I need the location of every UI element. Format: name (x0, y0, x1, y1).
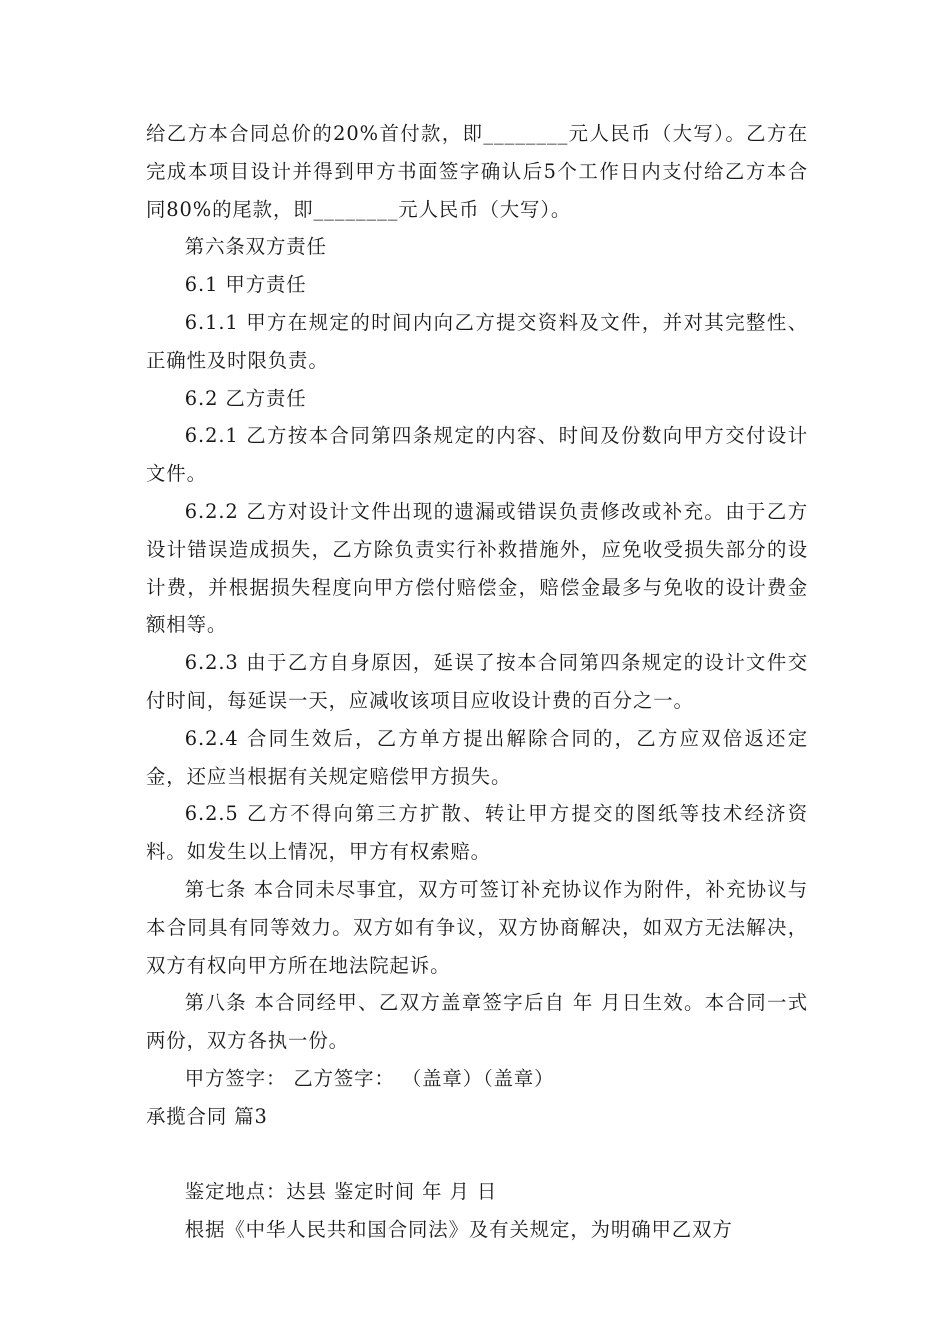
heading-party-b-duties: 6.2 乙方责任 (184, 386, 307, 410)
blank-line (146, 1136, 808, 1174)
article-seven: 第七条 本合同未尽事宜，双方可签订补充协议作为附件，补充协议与本合同具有同等效力。双方如有争议，双方协商解决，如双方无法解决，双方有权向甲方所在地法院起诉。 (146, 877, 808, 977)
paragraph-payment-terms: 给乙方本合同总价的20%首付款，即________元人民币（大写）。乙方在完成本项目设计并得到甲方书面签字确认后5个工作日内支付给乙方本合同80%的尾款，即________元人民币（大写）。 (146, 122, 808, 221)
clause-6-2-4: 6.2.4 合同生效后，乙方单方提出解除合同的，乙方应双倍返还定金，还应当根据有关规定赔偿甲方损失。 (146, 726, 808, 788)
clause-6-2-1: 6.2.1 乙方按本合同第四条规定的内容、时间及份数向甲方交付设计文件。 (146, 424, 808, 486)
clause-6-2-2: 6.2.2 乙方对设计文件出现的遗漏或错误负责修改或补充。由于乙方设计错误造成损失，乙方除负责实行补救措施外，应免收受损失部分的设计费，并根据损失程度向甲方偿付赔偿金，赔偿金最多与免收的设计费金额相等。 (146, 499, 808, 637)
clause-6-2-3: 6.2.3 由于乙方自身原因，延误了按本合同第四条规定的设计文件交付时间，每延误一天，应减收该项目应收设计费的百分之一。 (146, 651, 808, 712)
clause-6-1-1: 6.1.1 甲方在规定的时间内向乙方提交资料及文件，并对其完整性、正确性及时限负责。 (146, 310, 808, 372)
section-title-contract-3: 承揽合同 篇3 (146, 1104, 268, 1128)
preamble-paragraph: 根据《中华人民共和国合同法》及有关规定，为明确甲乙双方 (184, 1218, 733, 1242)
clause-6-2-5: 6.2.5 乙方不得向第三方扩散、转让甲方提交的图纸等技术经济资料。如发生以上情况，甲方有权索赔。 (146, 802, 808, 864)
heading-party-a-duties: 6.1 甲方责任 (184, 273, 307, 297)
article-eight: 第八条 本合同经甲、乙双方盖章签字后自 年 月日生效。本合同一式两份，双方各执一份。 (146, 991, 808, 1053)
heading-article-six: 第六条双方责任 (184, 235, 327, 259)
signature-line: 甲方签字： 乙方签字： （盖章）（盖章） (184, 1066, 555, 1090)
appraisal-location-line: 鉴定地点：达县 鉴定时间 年 月 日 (184, 1180, 498, 1204)
document-body (146, 115, 808, 1249)
